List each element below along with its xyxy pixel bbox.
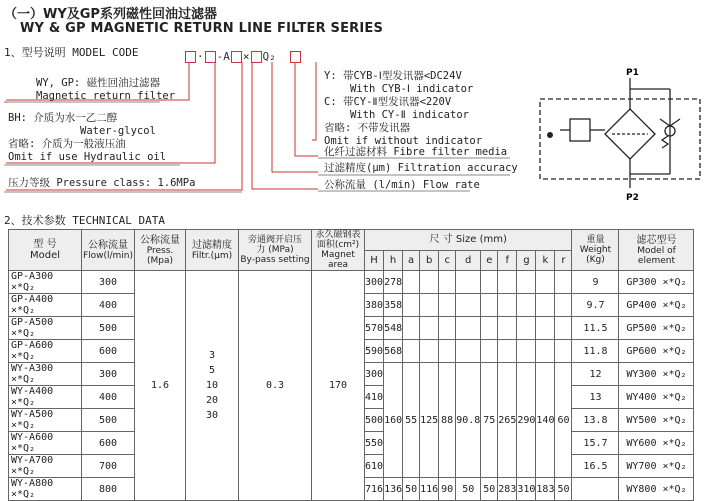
cell-flow: 500	[82, 409, 135, 432]
cell-dim-H: 300	[365, 363, 384, 386]
cell-dim	[498, 340, 517, 363]
header-flow: 公称流量 Flow(l/min)	[82, 230, 135, 271]
page-subtitle: WY & GP MAGNETIC RETURN LINE FILTER SERIES	[20, 21, 384, 36]
cell-dim	[420, 340, 439, 363]
dim-b: b	[420, 250, 439, 271]
cell-dim: 50	[403, 478, 420, 501]
medium-en: Water-glycol	[80, 125, 156, 137]
cell-dim	[456, 317, 481, 340]
dim-g: g	[517, 250, 536, 271]
cell-element: WY800 ×*Q₂	[619, 478, 694, 501]
cell-model: GP-A400 ×*Q₂	[9, 294, 82, 317]
cell-dim: 50	[456, 478, 481, 501]
cell-dim-H: 590	[365, 340, 384, 363]
tech-data-heading: 2、技术参数 TECHNICAL DATA	[4, 214, 165, 227]
filtration-value: 3	[208, 350, 216, 361]
cell-model: WY-A600 ×*Q₂	[9, 432, 82, 455]
cell-dim: 283	[498, 478, 517, 501]
cell-flow: 700	[82, 455, 135, 478]
cell-dim	[403, 294, 420, 317]
cell-flow: 600	[82, 432, 135, 455]
table-header-row	[9, 230, 694, 251]
dim-c: c	[439, 250, 456, 271]
cell-dim	[481, 317, 498, 340]
cell-dim	[456, 294, 481, 317]
cell-dim: 60	[555, 363, 572, 478]
cell-dim	[456, 271, 481, 294]
header-magnet: 永久磁钢表 面积(cm²) Magnet area	[312, 230, 365, 271]
cell-filtration	[186, 271, 239, 501]
cell-bypass: 0.3	[239, 271, 312, 501]
cell-dim-H: 300	[365, 271, 384, 294]
cell-model: WY-A700 ×*Q₂	[9, 455, 82, 478]
cell-dim-H: 570	[365, 317, 384, 340]
cell-weight: 11.8	[572, 340, 619, 363]
cell-dim-H: 550	[365, 432, 384, 455]
cell-model: WY-A400 ×*Q₂	[9, 386, 82, 409]
cell-dim	[555, 271, 572, 294]
cell-dim	[517, 294, 536, 317]
header-element: 滤芯型号 Model of element	[619, 230, 694, 271]
indicator-c-en: With CY-Ⅱ indicator	[350, 109, 469, 121]
cell-weight	[572, 478, 619, 501]
cell-dim	[498, 271, 517, 294]
cell-element: GP600 ×*Q₂	[619, 340, 694, 363]
port-p1-label: P1	[626, 68, 639, 78]
series-en: Magnetic return filter	[36, 90, 176, 102]
pressure-class: 压力等级 Pressure class: 1.6MPa	[8, 177, 196, 189]
indicator-omit-cn: 省略: 不带发讯器	[324, 122, 411, 134]
cell-dim-H: 610	[365, 455, 384, 478]
cell-model: GP-A300 ×*Q₂	[9, 271, 82, 294]
medium-omit-cn: 省略: 介质为一般液压油	[8, 138, 126, 150]
dim-a: a	[403, 250, 420, 271]
cell-weight: 13	[572, 386, 619, 409]
indicator-y-cn: Y: 带CYB-Ⅰ型发讯器<DC24V	[324, 70, 462, 82]
cell-dim-H: 716	[365, 478, 384, 501]
cell-dim: 75	[481, 363, 498, 478]
indicator-omit-en: Omit if without indicator	[324, 135, 483, 147]
cell-weight: 16.5	[572, 455, 619, 478]
cell-dim	[536, 271, 555, 294]
filtration-accuracy: 过滤精度(μm) Filtration accuracy	[324, 162, 518, 174]
cell-dim	[498, 317, 517, 340]
dim-r: r	[555, 250, 572, 271]
cell-dim	[555, 294, 572, 317]
cell-dim-H: 410	[365, 386, 384, 409]
cell-dim: 160	[384, 363, 403, 478]
cell-flow: 300	[82, 363, 135, 386]
cell-element: GP400 ×*Q₂	[619, 294, 694, 317]
header-weight: 重量 Weight (Kg)	[572, 230, 619, 271]
medium-cn: BH: 介质为水一乙二醇	[8, 112, 118, 124]
cell-dim: 50	[481, 478, 498, 501]
series-cn: WY, GP: 磁性回油过滤器	[36, 77, 161, 89]
cell-dim	[536, 317, 555, 340]
cell-dim	[403, 317, 420, 340]
cell-weight: 13.8	[572, 409, 619, 432]
hydraulic-filter-symbol	[530, 64, 710, 204]
cell-dim	[481, 271, 498, 294]
cell-dim	[481, 340, 498, 363]
cell-dim: 90.8	[456, 363, 481, 478]
cell-element: GP300 ×*Q₂	[619, 271, 694, 294]
cell-dim	[536, 294, 555, 317]
cell-dim: 183	[536, 478, 555, 501]
cell-dim: 140	[536, 363, 555, 478]
cell-dim: 125	[420, 363, 439, 478]
header-model: 型 号 Model	[9, 230, 82, 271]
cell-dim: 88	[439, 363, 456, 478]
filtration-value: 30	[205, 410, 219, 421]
cell-element: WY600 ×*Q₂	[619, 432, 694, 455]
cell-flow: 800	[82, 478, 135, 501]
cell-dim-h: 358	[384, 294, 403, 317]
cell-magnet: 170	[312, 271, 365, 501]
fibre-media: 化纤过滤材料 Fibre filter media	[324, 146, 508, 158]
cell-flow: 400	[82, 294, 135, 317]
dim-d: d	[456, 250, 481, 271]
cell-weight: 9.7	[572, 294, 619, 317]
cell-flow: 600	[82, 340, 135, 363]
cell-element: GP500 ×*Q₂	[619, 317, 694, 340]
port-p2-label: P2	[626, 193, 639, 203]
cell-flow: 500	[82, 317, 135, 340]
cell-dim	[420, 294, 439, 317]
cell-weight: 15.7	[572, 432, 619, 455]
medium-omit-en: Omit if use Hydraulic oil	[8, 151, 167, 163]
cell-weight: 12	[572, 363, 619, 386]
cell-model: WY-A300 ×*Q₂	[9, 363, 82, 386]
cell-flow: 400	[82, 386, 135, 409]
header-size: 尺 寸 Size (mm)	[365, 230, 572, 251]
cell-pressure: 1.6	[135, 271, 186, 501]
cell-dim	[403, 271, 420, 294]
cell-dim	[456, 340, 481, 363]
cell-dim	[439, 317, 456, 340]
cell-model: GP-A600 ×*Q₂	[9, 340, 82, 363]
cell-model: WY-A500 ×*Q₂	[9, 409, 82, 432]
cell-weight: 9	[572, 271, 619, 294]
cell-dim-h: 278	[384, 271, 403, 294]
cell-dim	[403, 340, 420, 363]
model-code-string: · -A × Q₂	[184, 50, 302, 63]
cell-dim-H: 380	[365, 294, 384, 317]
cell-dim: 265	[498, 363, 517, 478]
cell-dim-h: 568	[384, 340, 403, 363]
cell-dim: 55	[403, 363, 420, 478]
cell-dim	[517, 271, 536, 294]
flow-rate: 公称流量 (l/min) Flow rate	[324, 179, 480, 191]
filtration-value: 10	[205, 380, 219, 391]
header-pressure: 公称流量 Press.(Mpa)	[135, 230, 186, 271]
cell-dim: 50	[555, 478, 572, 501]
cell-element: WY300 ×*Q₂	[619, 363, 694, 386]
dim-f: f	[498, 250, 517, 271]
cell-dim	[498, 294, 517, 317]
cell-dim	[481, 294, 498, 317]
table-row	[9, 271, 694, 294]
cell-model: WY-A800 ×*Q₂	[9, 478, 82, 501]
cell-dim	[439, 294, 456, 317]
filtration-value: 5	[208, 365, 216, 376]
header-filtration: 过滤精度 Filtr.(μm)	[186, 230, 239, 271]
dim-H: H	[365, 250, 384, 271]
cell-dim	[517, 340, 536, 363]
cell-dim	[536, 340, 555, 363]
indicator-c-cn: C: 带CY-Ⅱ型发讯器<220V	[324, 96, 452, 108]
cell-dim-H: 500	[365, 409, 384, 432]
cell-element: WY500 ×*Q₂	[619, 409, 694, 432]
cell-dim	[555, 340, 572, 363]
indicator-dot-icon	[547, 132, 553, 138]
cell-model: GP-A500 ×*Q₂	[9, 317, 82, 340]
cell-dim-h: 136	[384, 478, 403, 501]
dim-e: e	[481, 250, 498, 271]
page-title: （一）WY及GP系列磁性回油过滤器	[4, 7, 217, 22]
header-bypass: 旁通阀开启压 力 (MPa) By-pass setting	[239, 230, 312, 271]
cell-dim: 310	[517, 478, 536, 501]
cell-dim	[555, 317, 572, 340]
indicator-y-en: With CYB-Ⅰ indicator	[350, 83, 474, 95]
cell-dim	[439, 271, 456, 294]
dim-h: h	[384, 250, 403, 271]
cell-dim	[517, 317, 536, 340]
cell-dim	[439, 340, 456, 363]
model-code-heading: 1、型号说明 MODEL CODE	[4, 46, 139, 59]
cell-element: WY400 ×*Q₂	[619, 386, 694, 409]
cell-weight: 11.5	[572, 317, 619, 340]
cell-dim	[420, 317, 439, 340]
tech-data-table	[8, 229, 694, 501]
cell-flow: 300	[82, 271, 135, 294]
filtration-value: 20	[205, 395, 219, 406]
cell-dim: 90	[439, 478, 456, 501]
cell-dim: 290	[517, 363, 536, 478]
cell-dim	[420, 271, 439, 294]
cell-element: WY700 ×*Q₂	[619, 455, 694, 478]
dim-k: k	[536, 250, 555, 271]
cell-dim-h: 548	[384, 317, 403, 340]
cell-dim: 116	[420, 478, 439, 501]
